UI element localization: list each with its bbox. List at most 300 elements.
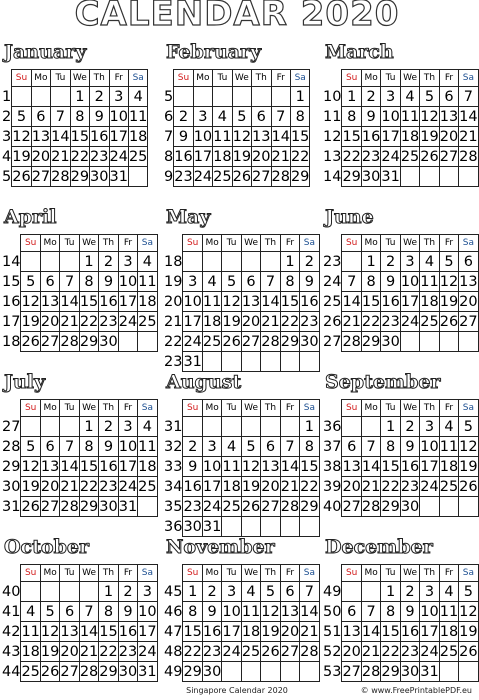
week-number: 41 xyxy=(2,603,21,620)
empty-cell xyxy=(51,87,70,107)
day-cell: 20 xyxy=(31,148,51,165)
day-cell: 6 xyxy=(40,272,59,292)
day-cell: 19 xyxy=(459,623,478,640)
day-cell: 4 xyxy=(138,252,157,272)
day-cell: 24 xyxy=(400,313,420,330)
day-cell: 10 xyxy=(138,603,157,620)
week-row xyxy=(323,147,478,167)
empty-cell xyxy=(60,582,79,602)
day-cell: 8 xyxy=(300,437,319,457)
week-number: 53 xyxy=(323,663,342,680)
day-cell: 5 xyxy=(241,437,260,457)
weekday-header: Mo xyxy=(40,235,59,252)
weekday-header: Th xyxy=(99,235,118,252)
empty-cell xyxy=(241,517,260,537)
day-cell: 27 xyxy=(241,333,261,350)
weekday-header: Tu xyxy=(381,400,400,417)
week-number: 12 xyxy=(323,128,342,145)
empty-cell xyxy=(361,417,380,437)
day-cell: 25 xyxy=(439,643,459,660)
day-cell: 31 xyxy=(381,168,400,185)
day-cell: 14 xyxy=(51,128,70,145)
week-number: 34 xyxy=(164,478,183,495)
day-cell: 31 xyxy=(183,353,202,370)
week-row xyxy=(323,642,478,662)
week-number: 38 xyxy=(323,458,342,475)
day-cell: 9 xyxy=(99,272,118,292)
month-table xyxy=(323,69,479,187)
day-cell: 23 xyxy=(400,643,420,660)
weekday-header: Sa xyxy=(290,70,309,87)
day-cell: 9 xyxy=(118,602,137,622)
day-cell: 13 xyxy=(261,458,280,475)
weekday-header: Su xyxy=(183,235,202,252)
weekday-header: Fr xyxy=(118,565,137,582)
day-cell: 1 xyxy=(300,417,319,437)
weekday-header: Th xyxy=(99,565,118,582)
weekday-header: Su xyxy=(342,235,361,252)
day-cell: 14 xyxy=(280,458,300,475)
day-cell: 27 xyxy=(40,498,60,515)
day-cell: 13 xyxy=(60,623,79,640)
week-number: 4 xyxy=(2,148,12,165)
weekday-header: Fr xyxy=(439,565,458,582)
day-cell: 29 xyxy=(79,333,99,350)
day-cell: 31 xyxy=(138,663,157,680)
day-cell: 28 xyxy=(60,333,79,350)
day-cell: 10 xyxy=(420,603,439,620)
day-cell: 26 xyxy=(459,643,478,660)
day-cell: 24 xyxy=(420,643,439,660)
day-cell: 12 xyxy=(21,458,40,475)
day-cell: 7 xyxy=(60,272,79,292)
week-number: 18 xyxy=(2,333,21,350)
day-cell: 25 xyxy=(138,313,157,330)
day-cell: 28 xyxy=(60,498,79,515)
day-cell: 6 xyxy=(342,437,361,457)
day-cell: 8 xyxy=(99,602,118,622)
week-number: 33 xyxy=(164,458,183,475)
week-number: 21 xyxy=(164,313,183,330)
weekday-header: Sa xyxy=(459,400,478,417)
week-number: 6 xyxy=(164,108,174,125)
day-cell: 16 xyxy=(400,623,420,640)
empty-cell xyxy=(280,352,299,372)
empty-cell xyxy=(439,332,458,352)
weekday-header: Su xyxy=(342,565,361,582)
day-cell: 3 xyxy=(138,582,157,602)
week-row xyxy=(323,167,478,187)
day-cell: 25 xyxy=(400,148,420,165)
day-cell: 18 xyxy=(420,293,439,310)
day-cell: 19 xyxy=(420,128,439,145)
week-number: 14 xyxy=(2,253,21,270)
empty-cell xyxy=(459,167,478,187)
weekday-header: Sa xyxy=(138,565,157,582)
day-cell: 15 xyxy=(290,128,310,145)
weekday-header: Fr xyxy=(109,70,128,87)
day-cell: 7 xyxy=(271,107,290,127)
day-cell: 19 xyxy=(12,148,31,165)
empty-cell xyxy=(459,497,478,517)
day-cell: 14 xyxy=(361,458,381,475)
week-number: 9 xyxy=(164,168,174,185)
day-cell: 6 xyxy=(280,582,299,602)
day-cell: 15 xyxy=(381,623,400,640)
day-cell: 23 xyxy=(361,148,381,165)
week-number: 7 xyxy=(164,128,174,145)
day-cell: 10 xyxy=(109,108,128,125)
empty-cell xyxy=(202,352,221,372)
day-cell: 30 xyxy=(118,663,138,680)
day-cell: 12 xyxy=(241,458,261,475)
day-cell: 21 xyxy=(261,313,280,330)
day-cell: 9 xyxy=(400,602,419,622)
footer-caption: Singapore Calendar 2020 xyxy=(186,686,288,695)
weekday-header: Fr xyxy=(280,235,299,252)
weekday-header: Sa xyxy=(300,400,319,417)
day-cell: 13 xyxy=(459,273,478,290)
week-number: 46 xyxy=(164,603,183,620)
weekday-header: We xyxy=(241,400,260,417)
month-table xyxy=(323,564,479,682)
week-number: 40 xyxy=(2,583,21,600)
empty-cell xyxy=(420,497,439,517)
week-row xyxy=(2,437,157,457)
day-cell: 17 xyxy=(400,293,420,310)
month-name: January xyxy=(4,41,87,63)
month-name: September xyxy=(325,371,441,393)
empty-cell xyxy=(400,167,419,187)
week-row xyxy=(164,517,319,537)
day-cell: 7 xyxy=(79,602,98,622)
weekday-header: Fr xyxy=(280,400,299,417)
day-cell: 25 xyxy=(128,148,148,165)
empty-cell xyxy=(222,662,241,682)
day-cell: 5 xyxy=(21,437,40,457)
day-cell: 8 xyxy=(361,272,380,292)
day-cell: 14 xyxy=(342,293,361,310)
day-cell: 4 xyxy=(128,87,147,107)
day-cell: 26 xyxy=(40,663,60,680)
day-cell: 3 xyxy=(118,252,137,272)
weekday-header: Mo xyxy=(202,400,221,417)
day-cell: 4 xyxy=(202,272,221,292)
day-cell: 17 xyxy=(381,128,400,145)
week-row xyxy=(2,87,148,107)
day-cell: 16 xyxy=(183,478,202,495)
week-number: 27 xyxy=(2,418,21,435)
weekday-header: Su xyxy=(21,400,40,417)
day-cell: 28 xyxy=(459,148,478,165)
day-cell: 16 xyxy=(99,458,118,475)
week-number-header xyxy=(2,400,21,417)
day-cell: 2 xyxy=(90,87,109,107)
weekday-header: We xyxy=(400,400,419,417)
day-cell: 14 xyxy=(261,293,280,310)
week-number: 25 xyxy=(323,293,342,310)
week-row xyxy=(323,292,478,312)
day-cell: 29 xyxy=(342,168,361,185)
week-number: 36 xyxy=(323,418,342,435)
day-cell: 23 xyxy=(400,478,420,495)
week-number: 1 xyxy=(2,88,12,105)
week-number: 23 xyxy=(323,253,342,270)
empty-cell xyxy=(138,497,157,517)
day-cell: 23 xyxy=(381,313,400,330)
day-cell: 14 xyxy=(300,603,319,620)
day-cell: 11 xyxy=(439,603,459,620)
weekday-header: We xyxy=(400,235,419,252)
day-cell: 16 xyxy=(118,623,138,640)
week-row xyxy=(164,87,310,107)
day-cell: 10 xyxy=(183,293,202,310)
day-cell: 30 xyxy=(99,498,118,515)
day-cell: 21 xyxy=(271,148,290,165)
month-name: October xyxy=(4,536,89,558)
day-cell: 11 xyxy=(439,438,459,455)
day-cell: 17 xyxy=(109,128,128,145)
week-row xyxy=(164,622,319,642)
day-cell: 26 xyxy=(459,478,478,495)
day-cell: 22 xyxy=(342,148,361,165)
day-cell: 6 xyxy=(241,272,260,292)
day-cell: 20 xyxy=(439,128,459,145)
day-cell: 15 xyxy=(342,128,361,145)
day-cell: 12 xyxy=(12,128,31,145)
week-row xyxy=(2,292,157,312)
week-number-header xyxy=(164,400,183,417)
day-cell: 10 xyxy=(118,438,138,455)
day-cell: 1 xyxy=(70,87,89,107)
week-number: 31 xyxy=(2,498,21,515)
day-cell: 23 xyxy=(183,498,202,515)
weekday-header: Mo xyxy=(40,565,59,582)
empty-cell xyxy=(60,417,79,437)
day-cell: 19 xyxy=(439,293,459,310)
empty-cell xyxy=(79,582,98,602)
day-cell: 5 xyxy=(222,272,241,292)
day-cell: 15 xyxy=(99,623,118,640)
empty-cell xyxy=(241,662,260,682)
week-row xyxy=(164,497,319,517)
week-row xyxy=(323,622,478,642)
empty-cell xyxy=(252,87,271,107)
day-cell: 19 xyxy=(459,458,478,475)
day-cell: 1 xyxy=(381,582,400,602)
day-cell: 17 xyxy=(118,458,138,475)
day-cell: 20 xyxy=(342,478,361,495)
day-cell: 6 xyxy=(342,602,361,622)
day-cell: 27 xyxy=(342,663,361,680)
weekday-header: Sa xyxy=(459,70,478,87)
day-cell: 7 xyxy=(300,582,319,602)
day-cell: 27 xyxy=(40,333,60,350)
day-cell: 12 xyxy=(459,438,478,455)
week-number: 47 xyxy=(164,623,183,640)
weekday-header: Fr xyxy=(439,70,458,87)
day-cell: 26 xyxy=(439,313,459,330)
week-row xyxy=(2,642,157,662)
week-number: 28 xyxy=(2,438,21,455)
week-number: 13 xyxy=(323,148,342,165)
day-cell: 25 xyxy=(21,663,40,680)
empty-cell xyxy=(280,417,299,437)
day-cell: 3 xyxy=(193,107,212,127)
weekday-header: Tu xyxy=(381,70,400,87)
weekday-header: Mo xyxy=(361,565,380,582)
day-cell: 16 xyxy=(90,128,109,145)
day-cell: 10 xyxy=(193,128,213,145)
day-cell: 9 xyxy=(361,107,380,127)
day-cell: 1 xyxy=(342,87,361,107)
empty-cell xyxy=(21,417,40,437)
day-cell: 22 xyxy=(381,478,400,495)
day-cell: 9 xyxy=(183,457,202,477)
week-number: 3 xyxy=(2,128,12,145)
week-number: 50 xyxy=(323,603,342,620)
day-cell: 9 xyxy=(300,272,319,292)
day-cell: 27 xyxy=(60,663,79,680)
weekday-header: Mo xyxy=(361,235,380,252)
week-row xyxy=(323,252,478,272)
week-number: 42 xyxy=(2,623,21,640)
day-cell: 15 xyxy=(79,293,99,310)
weekday-header: Th xyxy=(420,70,439,87)
day-cell: 2 xyxy=(202,582,221,602)
day-cell: 3 xyxy=(381,87,400,107)
empty-cell xyxy=(222,417,241,437)
day-cell: 27 xyxy=(31,168,51,185)
day-cell: 21 xyxy=(342,313,361,330)
day-cell: 31 xyxy=(202,518,222,535)
day-cell: 24 xyxy=(420,478,439,495)
day-cell: 28 xyxy=(280,498,300,515)
day-cell: 20 xyxy=(342,643,361,660)
day-cell: 11 xyxy=(128,108,148,125)
day-cell: 28 xyxy=(51,168,70,185)
week-row xyxy=(2,147,148,167)
day-cell: 22 xyxy=(381,643,400,660)
day-cell: 5 xyxy=(12,107,31,127)
week-number: 16 xyxy=(2,293,21,310)
month-name: November xyxy=(166,536,275,558)
empty-cell xyxy=(400,332,419,352)
week-number-header xyxy=(2,565,21,582)
day-cell: 23 xyxy=(90,148,109,165)
day-cell: 21 xyxy=(51,148,70,165)
day-cell: 7 xyxy=(261,272,280,292)
day-cell: 24 xyxy=(202,498,222,515)
weekday-header: Su xyxy=(342,400,361,417)
empty-cell xyxy=(232,87,251,107)
day-cell: 19 xyxy=(21,313,40,330)
week-number: 8 xyxy=(164,148,174,165)
day-cell: 2 xyxy=(361,87,380,107)
day-cell: 18 xyxy=(213,148,232,165)
week-number: 35 xyxy=(164,498,183,515)
weekday-header: We xyxy=(79,565,98,582)
week-number: 22 xyxy=(164,333,183,350)
week-number: 2 xyxy=(2,108,12,125)
week-number: 51 xyxy=(323,623,342,640)
day-cell: 19 xyxy=(232,148,252,165)
weekday-header: Mo xyxy=(202,235,221,252)
day-cell: 5 xyxy=(40,602,59,622)
day-cell: 17 xyxy=(202,478,222,495)
day-cell: 30 xyxy=(90,168,109,185)
day-cell: 5 xyxy=(459,417,478,437)
empty-cell xyxy=(420,332,439,352)
day-cell: 28 xyxy=(271,168,290,185)
day-cell: 4 xyxy=(439,582,458,602)
weekday-header: Tu xyxy=(51,70,70,87)
weekday-header: Th xyxy=(420,565,439,582)
empty-cell xyxy=(439,167,458,187)
empty-cell xyxy=(60,252,79,272)
weekday-header: Su xyxy=(342,70,361,87)
week-number: 52 xyxy=(323,643,342,660)
day-cell: 6 xyxy=(60,602,79,622)
day-cell: 18 xyxy=(222,478,241,495)
day-cell: 28 xyxy=(342,333,361,350)
day-cell: 13 xyxy=(439,108,459,125)
empty-cell xyxy=(174,87,193,107)
day-cell: 2 xyxy=(174,107,193,127)
week-row xyxy=(323,662,478,682)
month-name: June xyxy=(325,206,374,228)
day-cell: 2 xyxy=(300,252,319,272)
week-number: 15 xyxy=(2,273,21,290)
day-cell: 17 xyxy=(118,293,138,310)
day-cell: 4 xyxy=(138,417,157,437)
month-name: July xyxy=(4,371,46,393)
weekday-header: We xyxy=(232,70,251,87)
day-cell: 6 xyxy=(459,252,478,272)
week-number: 45 xyxy=(164,583,183,600)
day-cell: 5 xyxy=(420,87,439,107)
day-cell: 1 xyxy=(290,87,309,107)
day-cell: 29 xyxy=(290,168,310,185)
weekday-header: Fr xyxy=(439,235,458,252)
day-cell: 23 xyxy=(300,313,319,330)
day-cell: 9 xyxy=(381,272,400,292)
day-cell: 18 xyxy=(138,293,157,310)
week-number: 39 xyxy=(323,478,342,495)
empty-cell xyxy=(271,87,290,107)
empty-cell xyxy=(280,662,299,682)
week-number: 49 xyxy=(323,583,342,600)
day-cell: 2 xyxy=(99,252,118,272)
weekday-header: Fr xyxy=(118,235,137,252)
weekday-header: Sa xyxy=(300,565,319,582)
week-number-header xyxy=(164,235,183,252)
day-cell: 29 xyxy=(361,333,381,350)
empty-cell xyxy=(128,167,147,187)
week-number: 14 xyxy=(323,168,342,185)
day-cell: 30 xyxy=(400,663,420,680)
day-cell: 26 xyxy=(21,333,40,350)
day-cell: 7 xyxy=(361,437,380,457)
day-cell: 13 xyxy=(241,293,261,310)
empty-cell xyxy=(261,352,280,372)
day-cell: 22 xyxy=(183,643,202,660)
weekday-header: Tu xyxy=(213,70,232,87)
day-cell: 17 xyxy=(138,623,157,640)
page-title: CALENDAR 2020 xyxy=(74,0,400,34)
day-cell: 25 xyxy=(138,478,157,495)
day-cell: 20 xyxy=(261,478,280,495)
